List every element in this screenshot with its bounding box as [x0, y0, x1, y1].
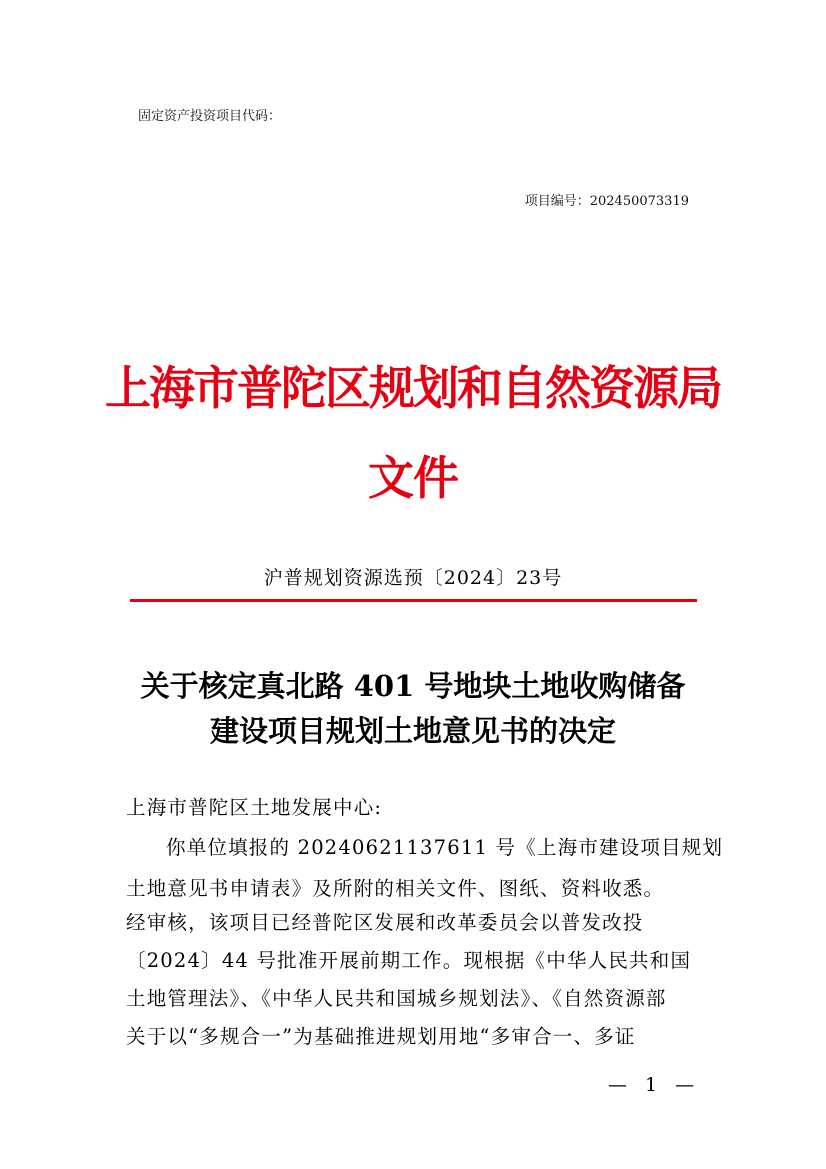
document-title-line-1: 关于核定真北路 401 号地块土地收购储备 — [140, 669, 686, 703]
body-line: 你单位填报的 20240621137611 号《上海市建设项目规划 — [166, 836, 724, 859]
page-number: — 1 — — [608, 1074, 701, 1096]
body-line: 土地管理法》、《中华人民共和国城乡规划法》、《自然资源部 — [126, 987, 667, 1010]
body-line: 〔2024〕44 号批准开展前期工作。现根据《中华人民共和国 — [126, 949, 692, 972]
issuer-doc-type: 文件 — [368, 451, 458, 505]
body-line: 经审核，该项目已经普陀区发展和改革委员会以普发改投 — [126, 911, 644, 934]
body-line: 土地意见书申请表》及所附的相关文件、图纸、资料收悉。 — [126, 877, 665, 900]
document-number: 沪普规划资源选预〔2024〕23号 — [263, 567, 563, 589]
recipient: 上海市普陀区土地发展中心: — [126, 796, 383, 819]
fixed-asset-code-label: 固定资产投资项目代码： — [138, 109, 282, 124]
project-number: 项目编号：202450073319 — [524, 194, 689, 209]
body-line: 关于以“多规合一”为基础推进规划用地“多审合一、多证 — [126, 1025, 636, 1048]
red-divider-line — [130, 599, 697, 602]
document-title-line-2: 建设项目规划土地意见书的决定 — [209, 714, 616, 748]
issuer-name: 上海市普陀区规划和自然资源局 — [105, 361, 721, 415]
